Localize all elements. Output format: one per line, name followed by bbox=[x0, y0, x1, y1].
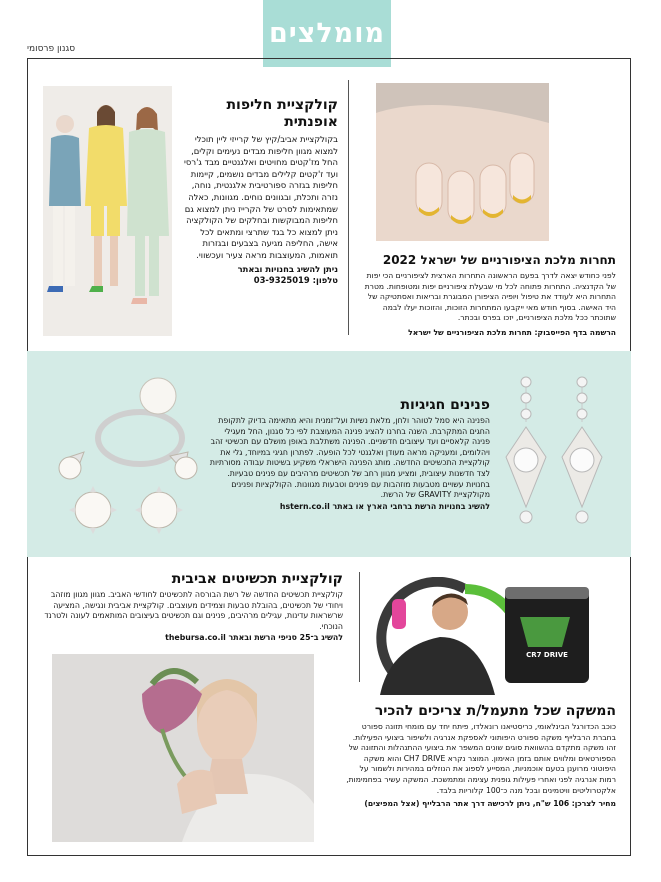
fashion-illustration bbox=[43, 86, 172, 336]
jewelry-model-photo bbox=[52, 654, 314, 842]
fashion-phone: טלפון: 03-9325019 bbox=[253, 275, 338, 286]
fashion-where: ניתן להשיג בחנויות ובאתר bbox=[237, 263, 338, 274]
pearls-title: פנינים חגיגיות bbox=[400, 397, 490, 413]
nails-illustration bbox=[376, 83, 549, 241]
fashion-body: בקולקציית אביב/קיץ של קרייזי ליין תוכלי למצוא מגוון חליפות מבדים נעימים וקלים, החל מז'קטים מחויטים ואלגנטיים מבד ג'רסי ועד ז'קטים קלילים מבדים נושמים, קיימות חליפות בגזרה ספורטיבית אלגנטית, נוחה, נזרה ותכלת, ובגוונים נוחים. מגוונות, כאלה שמתאימות לסרט של הקרייז ניתן למצוא גם חליפות המבוקשות ובחלקים של הקולקציה ניתן למצוא כל בגד שתרצי ומתאים לכל אישה, החליפה מגיעה בצבעים ובגזרות תואמות, המעוצבות מראה צעיר ועכשווי. bbox=[184, 134, 338, 260]
earrings-illustration bbox=[496, 372, 618, 550]
drink-section bbox=[344, 703, 616, 810]
divider-top bbox=[348, 80, 349, 335]
model-illustration bbox=[52, 654, 314, 842]
fashion-title: קולקציית חליפות אופנתית bbox=[226, 97, 338, 130]
drink-product-label: CR7 DRIVE bbox=[526, 651, 568, 659]
nails-title: תחרות מלכת הציפורניים של ישראל 2022 bbox=[382, 253, 616, 267]
jewelry-title: קולקציית תכשיטים אביבית bbox=[171, 571, 343, 587]
jewelry-where: להשיג ב־25 סניפי הרשת ובאתר thebursa.co.il bbox=[165, 633, 343, 643]
drink-illustration bbox=[370, 577, 620, 695]
pearl-earrings-photo bbox=[496, 372, 618, 550]
fashion-section bbox=[180, 97, 338, 287]
pearls-body: הפנינה היא סמל לטוהר ולחן, מלאת נשיות ועל־זמנית והיא מתאימה בדיוק לתקופת החגים המתקרבת. השנה בחרנו להציג פנינה המעוצבת לפי כל סגנון, החל מעגילי פנינה קלאסיים ועד עיצובים חדשניים. הפנינה משתלבת באופן מושלם עם תכשיטי זהב ויהלומים, ומעניקה מראה מעודן ואלגנטי לכל הופעה. לפתרון חגיגי במיוחד, גלי את קולקציית התכשיטים החדשה. מותג הפנינה הישראלי משקיע בשיטות עבודה מסורתיות לצד חדשנות עיצובית, ומציע מגוון רחב של תכשיטים מרהיבים עם פנינים טבעיות. bbox=[209, 416, 490, 478]
divider-bottom bbox=[359, 572, 360, 682]
page-title: מומלצים bbox=[268, 18, 386, 49]
pearls-section bbox=[206, 397, 490, 512]
nails-section bbox=[362, 252, 616, 339]
drink-body: כוכב הכדורגל הבינלאומי, כריסטיאנו רונאלדו, פיתח יחד עם מומחי תזונה ספורט בחברת הרבלייף משקה ספורט היפותוני לאספקת אנרגיה ולשיפור ביצועי הפעילות. זהו משקה מתקדם בהשוואת סוגים שונים המשפר את ביצועי ההתנהלות והתזונה של הספורטאים ומלווים אותם בזמן האימון. המוצר נקרא CH7 DRIVE והוא משקה היפוטוני מרוענן בטעם אוכמניות, המסייע לספוג את הנוזלים במהירות ולשמור על רמות אנרגיה לפני ואחרי פעילות גופנית עצימה ומתמשכת. המשקה עשיר בפחמימות, אלקטרוליטים וויטמינים ובכל מנה כ־100 קלוריות בלבד. bbox=[346, 722, 616, 795]
jewelry-body: קולקציית תכשיטים החדשה של רשת הבורסה לתכשיטים לחודשי האביב. מגוון מגוון מוזהב ויחודי של תכשיטים, בהובלת טבעות וצמידים מעוצבים. קולקציית אביבית ונגישה, המציעה שרשראות עדינות, עגילים מרהיבים, פנינים וגם תכשיטים בעיצובים המותאמים לעונה ולטרנד הנוכחי. bbox=[44, 590, 343, 631]
jewelry-section bbox=[41, 571, 343, 644]
pearl-ring-photo bbox=[48, 368, 198, 548]
ring-illustration bbox=[48, 368, 198, 548]
pearls-brand-line: בחנויות עשויים מטבעות מוזהבות עם פנינים וטבעות מגוונות. הקולקציות ופנינים מקולקציית GRAVITY של הרשת. bbox=[231, 479, 490, 500]
pearls-where: להשיג בחנויות הרשת ברחבי הארץ או באתר hstern.co.il bbox=[279, 501, 490, 511]
fashion-photo bbox=[43, 86, 172, 336]
drink-photo bbox=[370, 577, 620, 695]
drink-price: מחיר לצרכן: 106 ש"ח, ניתן לרכישה דרך אתר הרבלייף (אצל המפיצים) bbox=[364, 799, 616, 809]
drink-title: המשקה שכל מתעמל/ת צריכים להכיר bbox=[374, 703, 616, 719]
nails-footer: הרשמה בדף הפייסבוק: תחרות מלכת הציפורניים של ישראל bbox=[408, 327, 616, 337]
nails-photo bbox=[376, 83, 549, 241]
advertorial-label: סגנון פרסומי bbox=[27, 44, 76, 54]
nails-body: לפני כחודש יצאה לדרך בפעם הראשונה התחרות הארצית לציפורניים הכי יפות של הקדנציה. התחרות פתוחה לכל מי שבעלת ציפורניים יפות ומטופחות. מטרת התחרות היא לעודד את טיפול ויופיה הציפורן המבוגרת ובריאות ואסתטיקה של היד האישה. בסוף חודש מאי ייקבעו המתחרות הזוכות, והזוכות יעלו לבמה שתוכתר ככל מלכת הציפורניים, יזכו בפרס ובכתר. bbox=[364, 271, 616, 323]
